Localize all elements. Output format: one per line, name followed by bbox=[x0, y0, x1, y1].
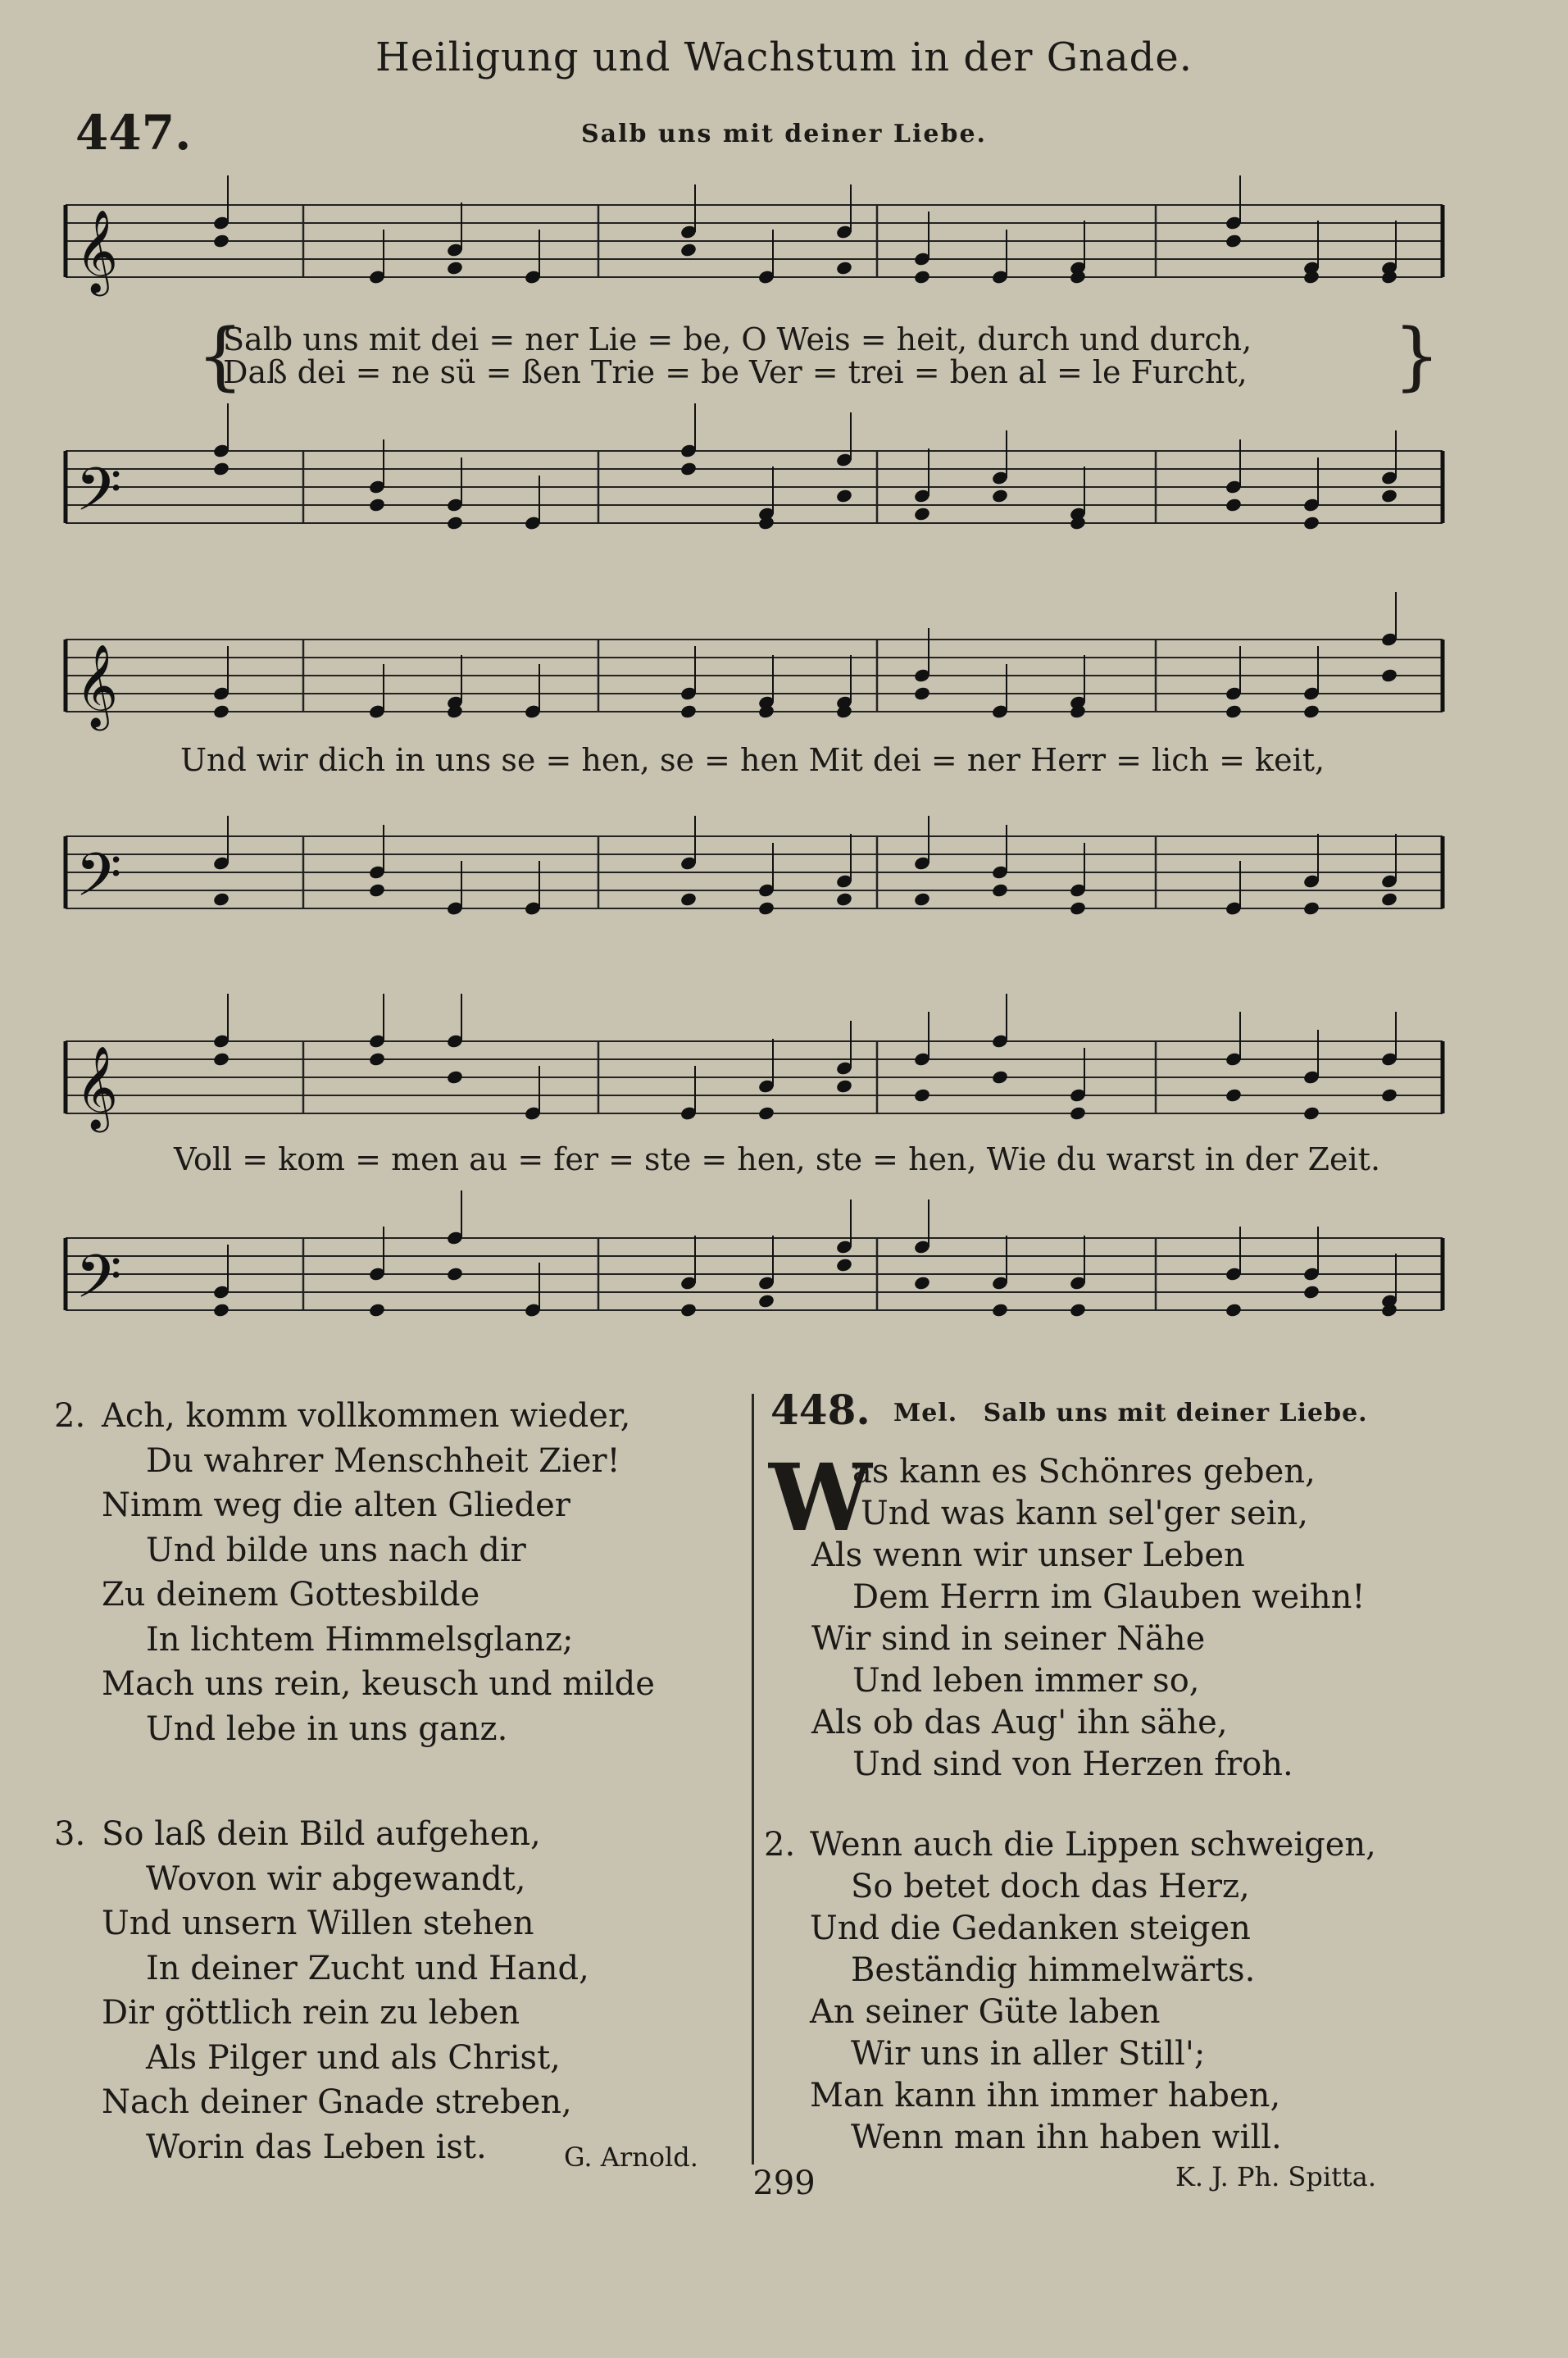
note-head bbox=[1380, 891, 1398, 907]
verse-line: as kann es Schönres geben, bbox=[852, 1453, 1316, 1491]
hymn-447-verse-2 bbox=[54, 1394, 655, 1751]
verse-line: Als ob das Aug' ihn sähe, bbox=[811, 1704, 1228, 1741]
verse-line: Und leben immer so, bbox=[852, 1662, 1200, 1700]
hymn-447-author: G. Arnold. bbox=[564, 2142, 698, 2173]
verse-line: Mach uns rein, keusch und milde bbox=[102, 1665, 655, 1703]
note-head bbox=[679, 703, 698, 719]
lyric-line-3: Und wir dich in uns se = hen, se = hen Mit dei = ner Herr = lich = keit, bbox=[180, 742, 1325, 778]
lyric-brace-left: { bbox=[197, 313, 244, 399]
treble-clef-icon: 𝄞 bbox=[75, 208, 119, 293]
music-system-2 bbox=[57, 615, 1459, 943]
lyric-brace-right: } bbox=[1393, 313, 1441, 399]
verse-line: Wovon wir abgewandt, bbox=[146, 1860, 526, 1898]
note-head bbox=[757, 1293, 775, 1309]
verse-line: Als Pilger und als Christ, bbox=[146, 2038, 561, 2077]
treble-staff bbox=[57, 180, 1459, 312]
note-head bbox=[835, 891, 853, 907]
treble-clef-icon: 𝄞 bbox=[75, 643, 119, 727]
note-head bbox=[446, 1069, 464, 1085]
note-head bbox=[446, 1266, 464, 1281]
page-number: 299 bbox=[752, 2165, 816, 2202]
lyric-line-2: Daß dei = ne sü = ßen Trie = be Ver = trei = ben al = le Furcht, bbox=[223, 354, 1248, 390]
note-head bbox=[835, 260, 853, 275]
note-head bbox=[212, 233, 230, 248]
melody-title: Salb uns mit deiner Liebe. bbox=[983, 1399, 1368, 1427]
note-head bbox=[757, 1105, 775, 1121]
verse-line: So laß dein Bild aufgehen, bbox=[102, 1815, 541, 1853]
note-head bbox=[679, 1302, 698, 1318]
treble-staff bbox=[57, 1017, 1459, 1148]
note-head bbox=[1302, 703, 1320, 719]
note-head bbox=[1225, 1087, 1243, 1103]
bass-staff bbox=[57, 1213, 1459, 1345]
note-head bbox=[368, 497, 386, 512]
hymn-448-author: K. J. Ph. Spitta. bbox=[1175, 2161, 1377, 2192]
note-head bbox=[368, 882, 386, 898]
verse-line: Worin das Leben ist. bbox=[146, 2128, 487, 2166]
melody-prefix: Mel. bbox=[893, 1399, 958, 1427]
note-head bbox=[1380, 1087, 1398, 1103]
running-head: Heiligung und Wachstum in der Gnade. bbox=[375, 34, 1193, 80]
verse-line: Zu deinem Gottesbilde bbox=[102, 1576, 480, 1614]
treble-clef-icon: 𝄞 bbox=[75, 1045, 119, 1129]
verse-line: Dir göttlich rein zu leben bbox=[102, 1994, 520, 2032]
verse-line: Du wahrer Menschheit Zier! bbox=[146, 1441, 620, 1480]
verse-line: Beständig himmelwärts. bbox=[851, 1951, 1256, 1989]
treble-staff bbox=[57, 615, 1459, 746]
hymn-447-verse-3 bbox=[54, 1812, 589, 2169]
verse-line: Man kann ihn immer haben, bbox=[810, 2077, 1281, 2114]
bass-staff bbox=[57, 426, 1459, 558]
note-head bbox=[446, 260, 464, 275]
note-head bbox=[368, 1051, 386, 1067]
note-head bbox=[679, 461, 698, 476]
note-head bbox=[991, 1069, 1009, 1085]
verse-line: Ach, komm vollkommen wieder, bbox=[102, 1397, 631, 1435]
note-head bbox=[212, 461, 230, 476]
hymn-448-number: 448. bbox=[770, 1386, 870, 1434]
note-head bbox=[913, 506, 931, 521]
note-head bbox=[835, 1257, 853, 1272]
bass-clef-icon: 𝄢 bbox=[75, 840, 122, 924]
hymn-447-melody-title: Salb uns mit deiner Liebe. bbox=[580, 120, 987, 148]
note-head bbox=[1069, 1105, 1087, 1121]
note-head bbox=[913, 891, 931, 907]
verse-line: Und unsern Willen stehen bbox=[102, 1905, 534, 1942]
note-head bbox=[212, 1302, 230, 1318]
hymn-448-verse-1 bbox=[811, 1451, 1366, 1786]
verse-line: Und die Gedanken steigen bbox=[810, 1910, 1251, 1947]
drop-cap: W bbox=[769, 1445, 872, 1552]
verse-number: 2. bbox=[54, 1397, 86, 1435]
note-head bbox=[1225, 1302, 1243, 1318]
lyric-line-1: Salb uns mit dei = ner Lie = be, O Weis = heit, durch und durch, bbox=[223, 321, 1252, 357]
note-head bbox=[913, 1275, 931, 1291]
note-head bbox=[991, 1302, 1009, 1318]
note-head bbox=[835, 488, 853, 503]
bass-clef-icon: 𝄢 bbox=[75, 454, 122, 539]
note-head bbox=[991, 488, 1009, 503]
note-head bbox=[1225, 703, 1243, 719]
verse-line: Und was kann sel'ger sein, bbox=[861, 1495, 1309, 1532]
note-head bbox=[913, 269, 931, 285]
note-head bbox=[1069, 900, 1087, 916]
verse-line: So betet doch das Herz, bbox=[851, 1868, 1250, 1905]
note-head bbox=[679, 242, 698, 257]
verse-number: 3. bbox=[54, 1815, 86, 1853]
note-head bbox=[1302, 1105, 1320, 1121]
verse-line: Und bilde uns nach dir bbox=[146, 1531, 526, 1569]
verse-line: Wir uns in aller Still'; bbox=[851, 2035, 1206, 2073]
verse-line: Und sind von Herzen froh. bbox=[852, 1746, 1293, 1783]
note-head bbox=[1302, 1284, 1320, 1300]
lyric-line-4: Voll = kom = men au = fer = ste = hen, ste = hen, Wie du warst in der Zeit. bbox=[174, 1141, 1381, 1177]
verse-number: 2. bbox=[764, 1826, 796, 1864]
note-head bbox=[446, 515, 464, 530]
bass-staff bbox=[57, 812, 1459, 943]
note-head bbox=[679, 891, 698, 907]
note-head bbox=[1302, 900, 1320, 916]
note-head bbox=[1225, 233, 1243, 248]
note-head bbox=[212, 703, 230, 719]
hymn-448-melody bbox=[893, 1399, 1368, 1427]
verse-line: In deiner Zucht und Hand, bbox=[146, 1949, 589, 1987]
verse-line: An seiner Güte laben bbox=[810, 1993, 1161, 2031]
note-head bbox=[757, 900, 775, 916]
note-head bbox=[368, 1302, 386, 1318]
note-head bbox=[212, 1051, 230, 1067]
note-head bbox=[1380, 488, 1398, 503]
verse-line: Wir sind in seiner Nähe bbox=[811, 1620, 1206, 1658]
hymn-448-verse-2 bbox=[764, 1824, 1376, 2159]
column-divider bbox=[752, 1394, 754, 2165]
note-head bbox=[1069, 1302, 1087, 1318]
verse-line: Nach deiner Gnade streben, bbox=[102, 2083, 572, 2121]
note-head bbox=[212, 891, 230, 907]
note-head bbox=[913, 1087, 931, 1103]
note-head bbox=[835, 1078, 853, 1094]
note-head bbox=[913, 685, 931, 701]
music-system-3 bbox=[57, 1017, 1459, 1345]
note-head bbox=[1225, 497, 1243, 512]
verse-line: Dem Herrn im Glauben weihn! bbox=[852, 1578, 1366, 1616]
bass-clef-icon: 𝄢 bbox=[75, 1241, 122, 1326]
verse-line: Nimm weg die alten Glieder bbox=[102, 1486, 570, 1524]
verse-line: Wenn man ihn haben will. bbox=[851, 2119, 1282, 2156]
note-head bbox=[1302, 515, 1320, 530]
verse-line: In lichtem Himmelsglanz; bbox=[146, 1620, 574, 1659]
verse-line: Und lebe in uns ganz. bbox=[146, 1709, 508, 1748]
note-head bbox=[991, 882, 1009, 898]
verse-line: Wenn auch die Lippen schweigen, bbox=[810, 1826, 1376, 1864]
note-head bbox=[1380, 667, 1398, 683]
hymn-447-number: 447. bbox=[75, 105, 192, 161]
verse-line: Als wenn wir unser Leben bbox=[811, 1536, 1245, 1574]
